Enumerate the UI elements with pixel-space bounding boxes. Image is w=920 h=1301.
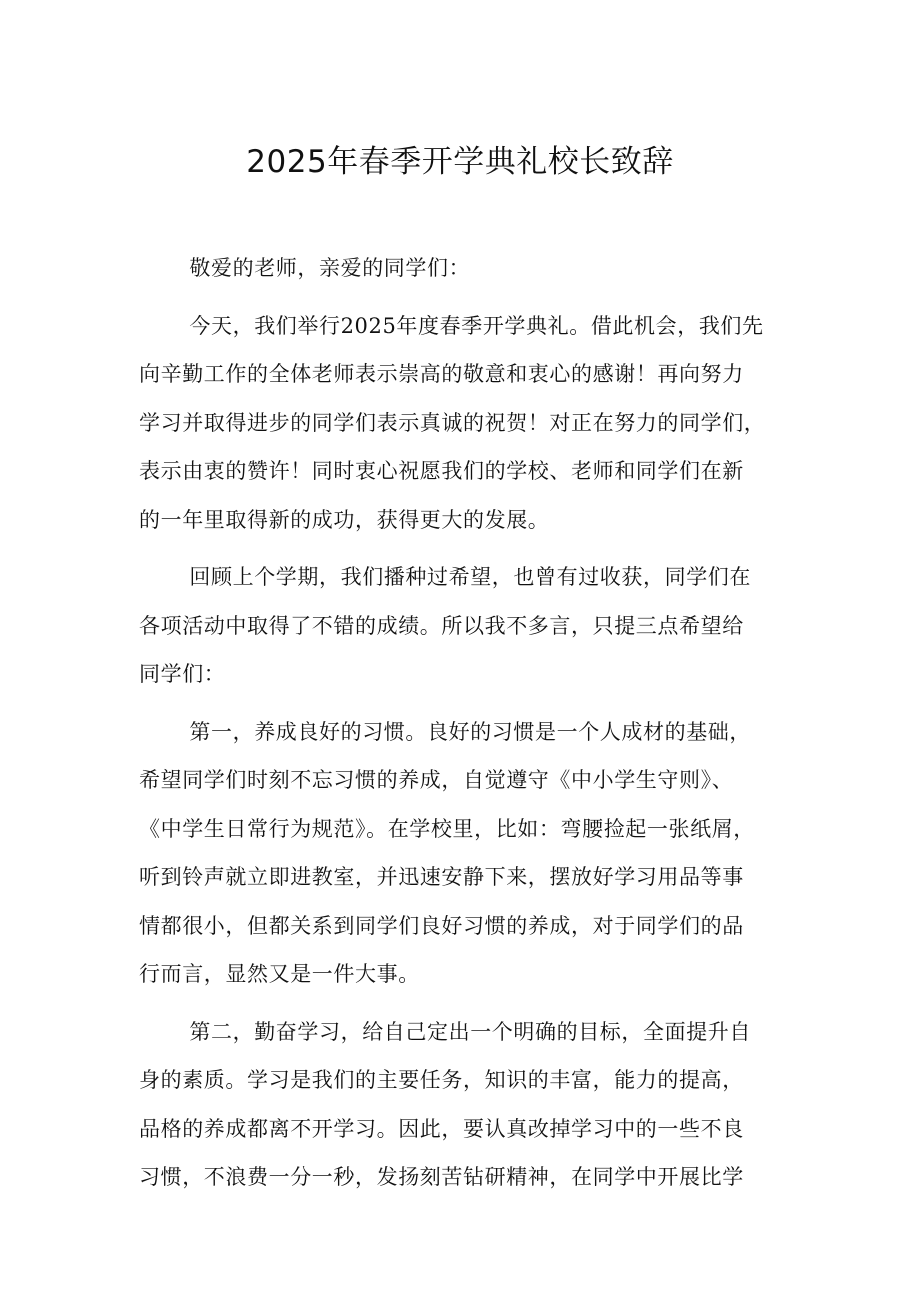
paragraph-review: 回顾上个学期，我们播种过希望，也曾有过收获，同学们在 各项活动中取得了不错的成绩。所以我不多言，只提三点希望给 同学们： <box>139 565 751 686</box>
paragraph-salutation: 敬爱的老师，亲爱的同学们： <box>189 256 471 280</box>
document-title: 2025年春季开学典礼校长致辞 <box>246 144 674 180</box>
paragraph-second-hope: 第二，勤奋学习，给自己定出一个明确的目标，全面提升自 身的素质。学习是我们的主要任务，知识的丰富，能力的提高， 品格的养成都离不开学习。因此，要认真改掉学习中的一些不良 习惯，不浪费一分一秒，发扬刻苦钻研精神，在同学中开展比学 <box>139 1019 751 1189</box>
paragraph-opening: 今天，我们举行2025年度春季开学典礼。借此机会，我们先 向辛勤工作的全体老师表示崇高的敬意和衷心的感谢！再向努力 学习并取得进步的同学们表示真诚的祝贺！对正在努力的同学们， 表示由衷的赞许！同时衷心祝愿我们的学校、老师和同学们在新 的一年里取得新的成功，获得更大的发展。 <box>139 313 766 532</box>
paragraph-first-hope: 第一，养成良好的习惯。良好的习惯是一个人成材的基础， 希望同学们时刻不忘习惯的养成，自觉遵守《中小学生守则》、 《中学生日常行为规范》。在学校里，比如：弯腰捡起一张纸屑， 听到铃声就立即进教室，并迅速安静下来，摆放好学习用品等事 情都很小，但都关系到同学们良好习惯的养成，对于同学们的品 行而言，显然又是一件大事。 <box>139 719 755 986</box>
document-body <box>139 244 799 1211</box>
